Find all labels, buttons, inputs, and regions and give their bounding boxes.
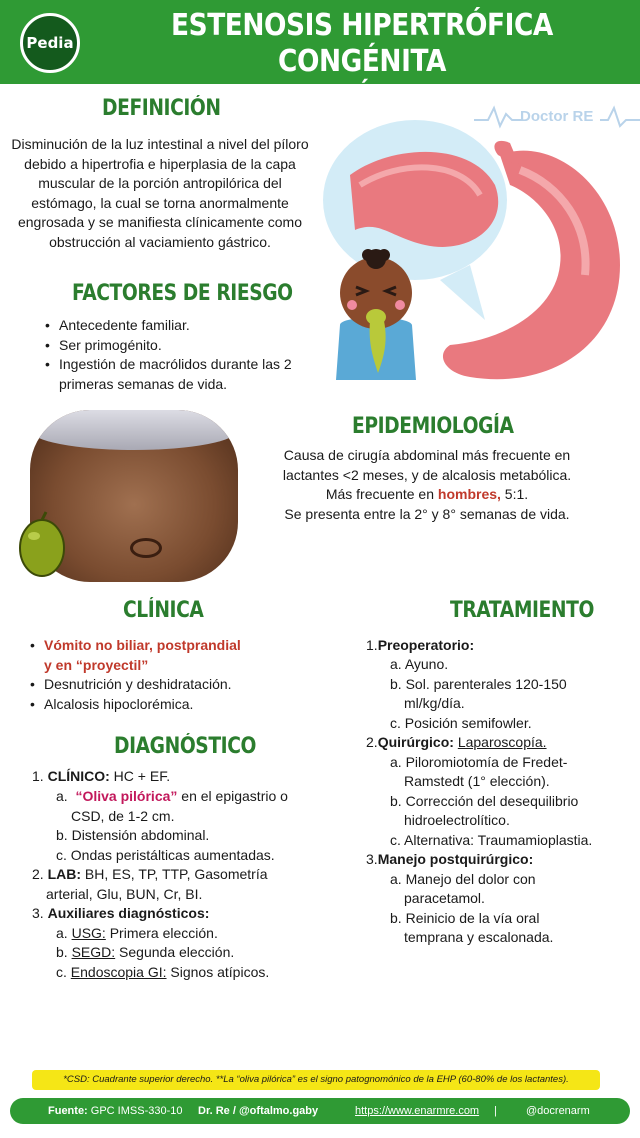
title-line-2: DEL PÍLORO [276,80,448,115]
diag-aux-label: Auxiliares diagnósticos: [47,905,210,921]
definicion-text: Disminución de la luz intestinal a nivel del píloro debido a hipertrofia e hiperplasia de la capa muscular de la porción antropilórica del estómago, la cual se torna anormalmente engrosada y se manifiesta clínicamente como obstrucción al vaciamiento gástrico. [11,136,309,250]
clinica-heading: CLÍNICA [123,598,204,623]
epi-line-2-post: 5:1. [500,486,529,502]
footer-source-label: Fuente: [48,1105,88,1117]
letter: a. [390,656,402,672]
trat-item-1b [390,675,567,695]
num: 1. [366,637,378,653]
diag-endo-text: Signos atípicos. [166,964,270,980]
list-item: • Ser primogénito. [45,336,315,356]
diag-lab-label: LAB: [47,866,82,882]
trat-sol: Sol. parenterales 120-150 [405,676,567,692]
tratamiento-heading: TRATAMIENTO [450,598,594,623]
list-item: • Ingestión de macrólidos durante las 2 primeras semanas de vida. [45,355,315,394]
trat-item-2c: c. Alternativa: Traumamioplastia. [390,832,593,848]
footer-source-text: GPC IMSS-330-10 [87,1105,183,1117]
diag-usg-text: Primera elección. [105,925,218,941]
diag-usg: USG: [71,925,106,941]
diag-item-3c: c. Endoscopia GI: Signos atípicos. [56,964,270,980]
diagnostico-heading: DIAGNÓSTICO [114,734,256,759]
num: 2. [32,866,44,882]
num: 3. [366,851,378,867]
footer-bar [10,1098,630,1124]
num: 2. [366,734,378,750]
letter: b. [56,827,68,843]
clinica-list [30,636,330,714]
diag-item-3b: b. SEGD: Segunda elección. [56,944,235,960]
trat-via-2: temprana y escalonada. [404,929,554,945]
diag-item-1 [32,767,170,787]
trat-pilo: Piloromiotomía de Fredet- [405,754,568,770]
diag-item-3a: a. USG: Primera elección. [56,925,218,941]
trat-item-2 [366,733,547,753]
trat-alt: Alternativa: Traumamioplastia. [404,832,593,848]
trat-ayuno: Ayuno. [404,656,449,672]
letter: c. [56,847,67,863]
trat-item-2a: a. Piloromiotomía de Fredet- [390,754,568,770]
trat-pilo-2: Ramstedt (1° elección). [404,773,550,789]
clinica-item-1a: Vómito no biliar, postprandial [44,637,241,653]
trat-item-2b: b. Corrección del desequilibrio [390,793,579,809]
epi-line-2-pre: Más frecuente en [325,486,438,502]
trat-item-1 [366,636,474,656]
trat-dolor-2: paracetamol. [404,890,485,906]
diag-item-2 [32,865,268,885]
list-item: • Antecedente familiar. [45,316,315,336]
oliva-rest: en el epigastrio o [177,788,288,804]
diag-segd: SEGD: [71,944,116,960]
footer-url-link[interactable]: https://www.enarmre.com [355,1105,480,1117]
epi-line-2 [264,485,590,505]
trat-lap: Laparoscopía. [457,734,547,750]
diag-item-1a [56,787,288,807]
footnote: *CSD: Cuadrante superior derecho. **La “oliva pilórica” es el signo patognomónico de la EHP (60-80% de los lactantes). [32,1070,600,1090]
trat-dolor: Manejo del dolor con [405,871,536,887]
letter: a. [56,788,68,804]
vomiting-baby-illustration [330,245,422,385]
factores-heading: FACTORES DE RIESGO [72,281,293,306]
title-line-1: ESTENOSIS HIPERTRÓFICA CONGÉNITA [171,8,553,79]
diag-item-1b [56,826,209,846]
epi-line-3: Se presenta entre la 2° y 8° semanas de vida. [284,505,570,522]
trat-posicion: Posición semifowler. [404,715,532,731]
trat-corr: Corrección del desequilibrio [405,793,579,809]
trat-corr-2: hidroelectrolítico. [404,812,510,828]
trat-item-1c [390,714,532,734]
list-item: • Alcalosis hipoclorémica. [30,695,330,715]
num: 1. [32,768,44,784]
diag-segd-text: Segunda elección. [115,944,235,960]
letter: b. [390,676,402,692]
trat-postq: Manejo postquirúrgico: [377,851,534,867]
footer-author: Dr. Re / @oftalmo.gaby [198,1105,319,1117]
num: 3. [32,905,44,921]
trat-item-3 [366,850,533,870]
epi-line-1: Causa de cirugía abdominal más frecuente en lactantes <2 meses, y de alcalosis metabólica. [282,447,572,483]
footer-handle: @docrenarm [526,1105,590,1117]
trat-sol-2: ml/kg/día. [404,695,465,711]
trat-item-3a: a. Manejo del dolor con [390,871,536,887]
definicion-heading: DEFINICIÓN [102,96,221,121]
diag-clinico-text: HC + EF. [109,768,171,784]
oliva-pilorica: “Oliva pilórica” [75,788,178,804]
watermark-text: Doctor RE [520,108,594,125]
trat-via: Reinicio de la vía oral [405,910,540,926]
diag-clinico-label: CLÍNICO: [47,768,110,784]
footer-separator: | [494,1105,497,1117]
list-item: • Desnutrición y deshidratación. [30,675,330,695]
trat-item-1a [390,655,448,675]
diag-lab-text: BH, ES, TP, TTP, Gasometría [81,866,268,882]
pedia-logo: Pedia [20,13,80,73]
trat-preop: Preoperatorio: [377,637,475,653]
epidemiologia-heading: EPIDEMIOLOGÍA [352,414,514,439]
list-item [30,636,330,675]
tratamiento-list [366,636,636,956]
letter: c. [390,715,401,731]
diag-lab-text-2: arterial, Glu, BUN, Cr, BI. [46,886,203,902]
diag-endo: Endoscopia GI: [70,964,167,980]
oliva-rest-2: CSD, de 1-2 cm. [71,808,175,824]
diag-item-1c [56,846,275,866]
olive-icon [18,510,66,578]
diag-ondas: Ondas peristálticas aumentadas. [70,847,275,863]
clinica-item-1b: y en “proyectil” [44,656,149,673]
factores-list [45,316,315,394]
diagnostico-list [32,767,332,987]
epidemiologia-text [264,446,590,524]
trat-item-3b: b. Reinicio de la vía oral [390,910,540,926]
diag-distension: Distensión abdominal. [71,827,210,843]
footer-source [48,1098,183,1124]
diag-item-3 [32,904,209,924]
epi-highlight: hombres, [437,486,501,502]
trat-quir: Quirúrgico: [377,734,454,750]
